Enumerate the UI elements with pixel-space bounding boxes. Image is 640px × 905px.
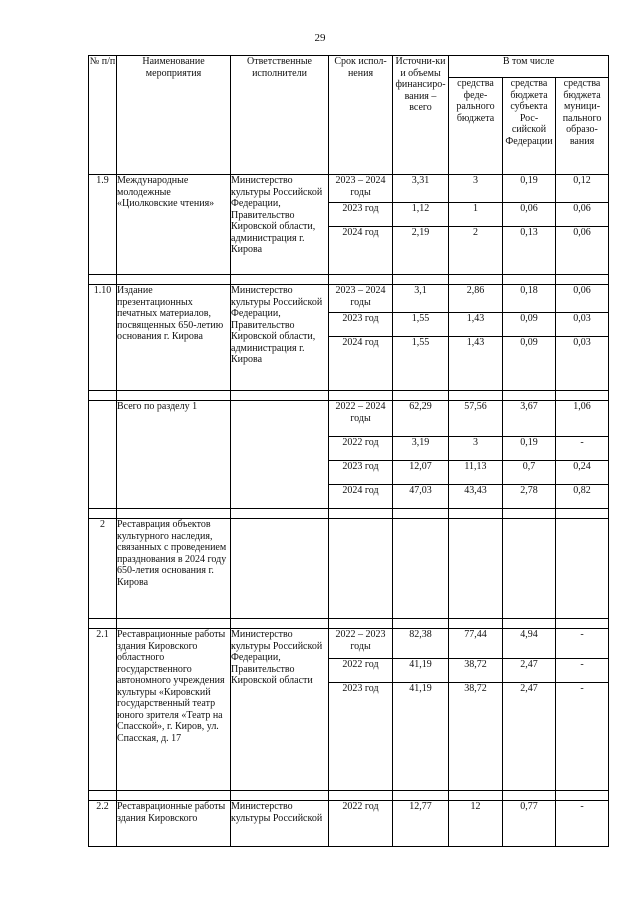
row-number: 1.10 xyxy=(89,285,117,391)
spacer-row xyxy=(89,275,609,285)
header-term: Срок испол-нения xyxy=(329,56,393,175)
federal-budget: 57,56 xyxy=(449,401,503,437)
execution-term xyxy=(329,519,393,619)
total-funding: 47,03 xyxy=(393,485,449,509)
row-number: 2.1 xyxy=(89,629,117,791)
responsible-executors: Министерство культуры Российской xyxy=(231,801,329,847)
header-num: № п/п xyxy=(89,56,117,175)
total-funding: 2,19 xyxy=(393,227,449,275)
spacer-cell xyxy=(89,275,117,285)
total-funding: 12,07 xyxy=(393,461,449,485)
subject-budget: 2,78 xyxy=(503,485,556,509)
subject-budget: 2,47 xyxy=(503,683,556,791)
execution-term: 2022 – 2023 годы xyxy=(329,629,393,659)
header-sources: Источни-ки и объемы финансиро-вания – всего xyxy=(393,56,449,175)
municipal-budget: 0,12 xyxy=(556,175,609,203)
spacer-cell xyxy=(556,391,609,401)
spacer-row xyxy=(89,391,609,401)
responsible-executors xyxy=(231,519,329,619)
federal-budget: 38,72 xyxy=(449,683,503,791)
table-row xyxy=(89,629,609,659)
spacer-cell xyxy=(89,619,117,629)
subject-budget: 0,7 xyxy=(503,461,556,485)
spacer-cell xyxy=(393,791,449,801)
total-funding: 41,19 xyxy=(393,683,449,791)
total-funding: 1,12 xyxy=(393,203,449,227)
execution-term: 2023 – 2024 годы xyxy=(329,175,393,203)
federal-budget xyxy=(449,519,503,619)
municipal-budget: 0,82 xyxy=(556,485,609,509)
subject-budget: 4,94 xyxy=(503,629,556,659)
spacer-cell xyxy=(117,509,231,519)
responsible-executors: Министерство культуры Российской Федерации, Правительство Кировской области, администрация г. Кирова xyxy=(231,175,329,275)
execution-term: 2022 год xyxy=(329,659,393,683)
spacer-cell xyxy=(329,509,393,519)
execution-term: 2023 год xyxy=(329,203,393,227)
subject-budget: 0,19 xyxy=(503,175,556,203)
row-number: 1.9 xyxy=(89,175,117,275)
spacer-cell xyxy=(393,619,449,629)
spacer-cell xyxy=(329,791,393,801)
federal-budget: 77,44 xyxy=(449,629,503,659)
spacer-cell xyxy=(449,275,503,285)
execution-term: 2023 год xyxy=(329,461,393,485)
execution-term: 2024 год xyxy=(329,227,393,275)
spacer-cell xyxy=(393,275,449,285)
spacer-cell xyxy=(117,391,231,401)
table-row xyxy=(89,285,609,313)
spacer-row xyxy=(89,791,609,801)
spacer-cell xyxy=(503,391,556,401)
spacer-cell xyxy=(231,275,329,285)
spacer-cell xyxy=(556,509,609,519)
municipal-budget: 0,06 xyxy=(556,227,609,275)
spacer-cell xyxy=(89,509,117,519)
header-including: В том числе xyxy=(449,56,609,78)
row-number: 2 xyxy=(89,519,117,619)
activity-name: Реставрационные работы здания Кировского xyxy=(117,801,231,847)
spacer-cell xyxy=(117,619,231,629)
municipal-budget: 0,06 xyxy=(556,285,609,313)
subject-budget: 0,77 xyxy=(503,801,556,847)
activity-name: Реставрация объектов культурного наследия, связанных с проведением празднования в 2024 году 650-летия основания г. Кирова xyxy=(117,519,231,619)
spacer-row xyxy=(89,619,609,629)
header-responsible: Ответственные исполнители xyxy=(231,56,329,175)
spacer-cell xyxy=(117,275,231,285)
municipal-budget: - xyxy=(556,801,609,847)
spacer-cell xyxy=(503,275,556,285)
spacer-cell xyxy=(231,791,329,801)
spacer-cell xyxy=(449,619,503,629)
spacer-cell xyxy=(329,391,393,401)
table-row xyxy=(89,801,609,847)
municipal-budget: 0,24 xyxy=(556,461,609,485)
execution-term: 2023 – 2024 годы xyxy=(329,285,393,313)
spacer-cell xyxy=(556,275,609,285)
spacer-cell xyxy=(503,619,556,629)
spacer-row xyxy=(89,509,609,519)
execution-term: 2023 год xyxy=(329,313,393,337)
execution-term: 2022 год xyxy=(329,437,393,461)
spacer-cell xyxy=(231,391,329,401)
total-funding: 3,31 xyxy=(393,175,449,203)
spacer-cell xyxy=(393,391,449,401)
spacer-cell xyxy=(449,509,503,519)
federal-budget: 1,43 xyxy=(449,337,503,391)
row-number: 2.2 xyxy=(89,801,117,847)
subject-budget xyxy=(503,519,556,619)
spacer-cell xyxy=(449,391,503,401)
federal-budget: 38,72 xyxy=(449,659,503,683)
subject-budget: 0,19 xyxy=(503,437,556,461)
spacer-cell xyxy=(329,275,393,285)
header-name: Наименование мероприятия xyxy=(117,56,231,175)
subject-budget: 2,47 xyxy=(503,659,556,683)
municipal-budget xyxy=(556,519,609,619)
page-number: 29 xyxy=(314,32,326,44)
spacer-cell xyxy=(89,791,117,801)
municipal-budget: 1,06 xyxy=(556,401,609,437)
subject-budget: 0,09 xyxy=(503,313,556,337)
spacer-cell xyxy=(556,791,609,801)
activity-name: Издание презентационных печатных материалов, посвященных 650-летию основания г. Кирова xyxy=(117,285,231,391)
spacer-cell xyxy=(393,509,449,519)
spacer-cell xyxy=(449,791,503,801)
total-funding: 3,19 xyxy=(393,437,449,461)
spacer-cell xyxy=(89,391,117,401)
header-municipal: средства бюджета муници-пального образо-вания xyxy=(556,78,609,175)
total-funding: 1,55 xyxy=(393,313,449,337)
total-funding xyxy=(393,519,449,619)
subject-budget: 0,06 xyxy=(503,203,556,227)
execution-term: 2022 год xyxy=(329,801,393,847)
federal-budget: 3 xyxy=(449,175,503,203)
responsible-executors: Министерство культуры Российской Федерации, Правительство Кировской области, администрация г. Кирова xyxy=(231,285,329,391)
activity-name: Всего по разделу 1 xyxy=(117,401,231,509)
responsible-executors: Министерство культуры Российской Федерации, Правительство Кировской области xyxy=(231,629,329,791)
total-funding: 62,29 xyxy=(393,401,449,437)
execution-term: 2022 – 2024 годы xyxy=(329,401,393,437)
spacer-cell xyxy=(329,619,393,629)
federal-budget: 1 xyxy=(449,203,503,227)
row-number xyxy=(89,401,117,509)
municipal-budget: - xyxy=(556,659,609,683)
federal-budget: 2 xyxy=(449,227,503,275)
municipal-budget: - xyxy=(556,437,609,461)
execution-term: 2024 год xyxy=(329,337,393,391)
subject-budget: 0,13 xyxy=(503,227,556,275)
subject-budget: 0,09 xyxy=(503,337,556,391)
spacer-cell xyxy=(503,791,556,801)
municipal-budget: - xyxy=(556,683,609,791)
header-subject: средства бюджета субъекта Рос-сийской Федерации xyxy=(503,78,556,175)
spacer-cell xyxy=(231,619,329,629)
subject-budget: 3,67 xyxy=(503,401,556,437)
total-funding: 3,1 xyxy=(393,285,449,313)
activity-name: Международные молодежные «Циолковские чтения» xyxy=(117,175,231,275)
federal-budget: 11,13 xyxy=(449,461,503,485)
federal-budget: 1,43 xyxy=(449,313,503,337)
execution-term: 2023 год xyxy=(329,683,393,791)
municipal-budget: 0,03 xyxy=(556,313,609,337)
activity-name: Реставрационные работы здания Кировского областного государственного автономного учреждения культуры «Кировский государственный театр юного зрителя «Театр на Спасской», г. Киров, ул. Спасская, д. 17 xyxy=(117,629,231,791)
total-funding: 41,19 xyxy=(393,659,449,683)
municipal-budget: 0,06 xyxy=(556,203,609,227)
financing-table xyxy=(88,55,609,847)
municipal-budget: - xyxy=(556,629,609,659)
spacer-cell xyxy=(503,509,556,519)
federal-budget: 43,43 xyxy=(449,485,503,509)
total-funding: 1,55 xyxy=(393,337,449,391)
table-row xyxy=(89,175,609,203)
spacer-cell xyxy=(117,791,231,801)
table-row xyxy=(89,401,609,437)
municipal-budget: 0,03 xyxy=(556,337,609,391)
federal-budget: 12 xyxy=(449,801,503,847)
federal-budget: 3 xyxy=(449,437,503,461)
table-body xyxy=(89,175,609,847)
total-funding: 82,38 xyxy=(393,629,449,659)
header-federal: средства феде-рального бюджета xyxy=(449,78,503,175)
spacer-cell xyxy=(556,619,609,629)
table-row xyxy=(89,519,609,619)
execution-term: 2024 год xyxy=(329,485,393,509)
spacer-cell xyxy=(231,509,329,519)
responsible-executors xyxy=(231,401,329,509)
subject-budget: 0,18 xyxy=(503,285,556,313)
federal-budget: 2,86 xyxy=(449,285,503,313)
total-funding: 12,77 xyxy=(393,801,449,847)
